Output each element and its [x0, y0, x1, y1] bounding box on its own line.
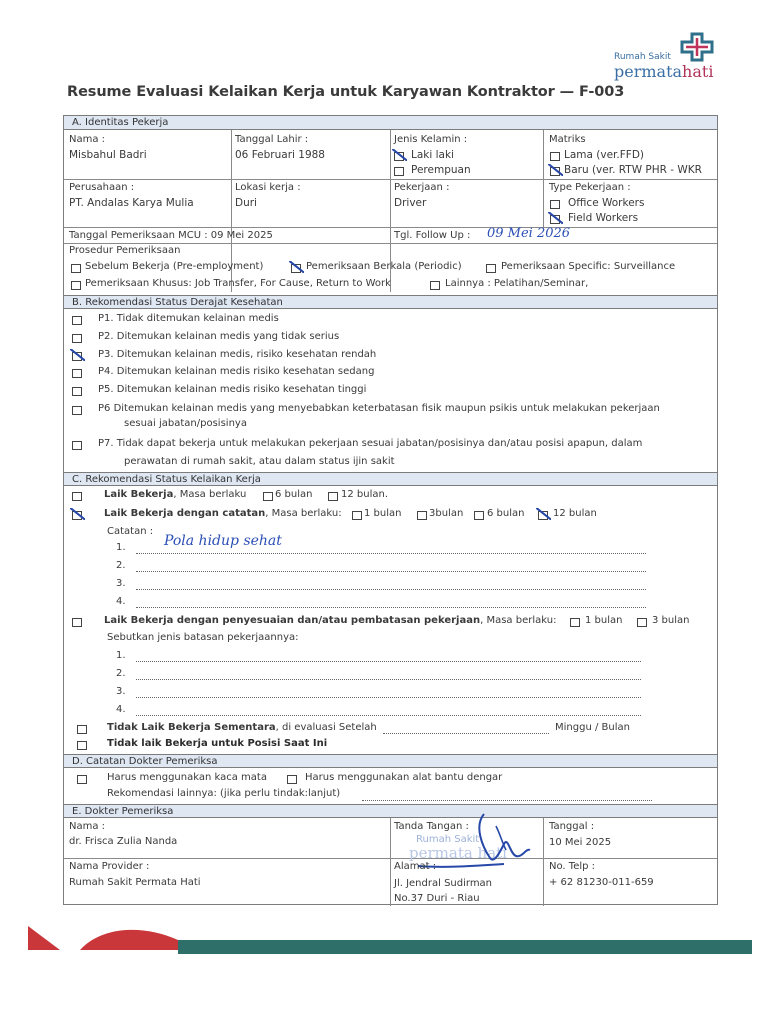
- page-title: Resume Evaluasi Kelaikan Kerja untuk Karyawan Kontraktor — F-003: [67, 84, 625, 100]
- row-divider: [64, 243, 717, 244]
- logo-name: permatahati: [614, 62, 714, 81]
- cat-6bulan-label: 6 bulan: [487, 508, 525, 519]
- divider: [390, 818, 391, 906]
- p7-label-cont: perawatan di rumah sakit, atau dalam status ijin sakit: [124, 456, 395, 467]
- p3-label: P3. Ditemukan kelainan medis, risiko kesehatan rendah: [98, 349, 377, 360]
- pb-3bulan-checkbox[interactable]: [637, 618, 647, 627]
- tidak-posisi-checkbox[interactable]: [77, 741, 87, 750]
- cat-1bulan-checkbox[interactable]: [352, 511, 362, 520]
- footer-decoration: [0, 918, 768, 963]
- laik-12bulan-label: 12 bulan.: [341, 489, 389, 500]
- p6-label: P6 Ditemukan kelainan medis yang menyebabkan keterbatasan fisik maupun psikis untuk melakukan pekerjaan: [98, 403, 660, 414]
- laik-checkbox[interactable]: [72, 492, 82, 501]
- evaluasi-line: [383, 724, 549, 734]
- tidak-sementara-label: Tidak Laik Bekerja Sementara, di evaluasi Setelah: [107, 722, 377, 733]
- p6-label-cont: sesuai jabatan/posisinya: [124, 418, 247, 429]
- lokasi-label: Lokasi kerja :: [235, 182, 301, 193]
- cat-12bulan-checkbox[interactable]: [538, 511, 548, 520]
- pekerjaan-label: Pekerjaan :: [394, 182, 450, 193]
- perusahaan-value: PT. Andalas Karya Mulia: [69, 197, 194, 209]
- note-line-2: [136, 562, 646, 572]
- ttd-label: Tanda Tangan :: [394, 821, 469, 832]
- alamat-line-1: Jl. Jendral Sudirman: [394, 878, 493, 889]
- telp-label: No. Telp :: [549, 861, 596, 872]
- lainnya-checkbox[interactable]: [430, 281, 440, 290]
- laik-catatan-label: Laik Bekerja dengan catatan, Masa berlaku:: [104, 508, 342, 519]
- tanggal-value: 10 Mei 2025: [549, 837, 612, 848]
- prosedur-label: Prosedur Pemeriksaan: [69, 245, 181, 256]
- section-a-header: A. Identitas Pekerja: [64, 116, 717, 130]
- section-b-header: B. Rekomendasi Status Derajat Kesehatan: [64, 295, 717, 309]
- form: [63, 115, 718, 905]
- row-divider: [64, 858, 717, 859]
- pre-employment-checkbox[interactable]: [71, 264, 81, 273]
- limit-num-1: 1.: [116, 650, 126, 661]
- nama-value: Misbahul Badri: [69, 149, 147, 161]
- cat-3bulan-label: 3bulan: [429, 508, 464, 519]
- tgl-mcu: Tanggal Pemeriksaan MCU : 09 Mei 2025: [69, 230, 273, 241]
- note-line-3: [136, 580, 646, 590]
- rekomendasi-line: [362, 791, 652, 801]
- minggu-label: Minggu / Bulan: [555, 722, 630, 733]
- laik-6bulan-label: 6 bulan: [275, 489, 313, 500]
- nama-label: Nama :: [69, 134, 106, 145]
- note-num-4: 4.: [116, 596, 126, 607]
- cat-12bulan-label: 12 bulan: [553, 508, 597, 519]
- laik-label: Laik Bekerja, Masa berlaku: [104, 489, 247, 500]
- cross-logo-icon: [680, 32, 714, 62]
- perempuan-label: Perempuan: [411, 164, 471, 176]
- kaca-mata-label: Harus menggunakan kaca mata: [107, 772, 267, 783]
- followup-label: Tgl. Follow Up :: [394, 230, 471, 241]
- laik-6bulan-checkbox[interactable]: [263, 492, 273, 501]
- baru-label: Baru (ver. RTW PHR - WKR: [564, 164, 702, 176]
- tanggal-label: Tanggal :: [549, 821, 595, 832]
- field-label: Field Workers: [568, 212, 639, 224]
- p1-label: P1. Tidak ditemukan kelainan medis: [98, 313, 279, 324]
- hospital-logo: [600, 30, 730, 80]
- p5-label: P5. Ditemukan kelainan medis risiko kesehatan tinggi: [98, 384, 367, 395]
- pb-1bulan-checkbox[interactable]: [570, 618, 580, 627]
- limit-line-4: [136, 706, 641, 716]
- alat-bantu-checkbox[interactable]: [287, 775, 297, 784]
- office-checkbox[interactable]: [550, 200, 560, 209]
- baru-checkbox[interactable]: [550, 167, 560, 176]
- pb-1bulan-label: 1 bulan: [585, 615, 623, 626]
- telp-value: + 62 81230-011-659: [549, 877, 654, 888]
- alat-bantu-label: Harus menggunakan alat bantu dengar: [305, 772, 503, 783]
- divider: [390, 228, 391, 244]
- limit-num-2: 2.: [116, 668, 126, 679]
- lainnya-label: Lainnya : Pelatihan/Seminar,: [445, 278, 589, 289]
- p2-label: P2. Ditemukan kelainan medis yang tidak serius: [98, 331, 340, 342]
- p5-checkbox[interactable]: [72, 387, 82, 396]
- limit-num-3: 3.: [116, 686, 126, 697]
- note-handwritten: Pola hidup sehat: [164, 533, 282, 549]
- tidak-sementara-checkbox[interactable]: [77, 725, 87, 734]
- limit-num-4: 4.: [116, 704, 126, 715]
- field-checkbox[interactable]: [550, 215, 560, 224]
- kaca-mata-checkbox[interactable]: [77, 775, 87, 784]
- note-num-3: 3.: [116, 578, 126, 589]
- periodic-checkbox[interactable]: [291, 264, 301, 273]
- jenis-kelamin-label: Jenis Kelamin :: [394, 134, 468, 145]
- pb-3bulan-label: 3 bulan: [652, 615, 690, 626]
- p2-checkbox[interactable]: [72, 334, 82, 343]
- stamp-text-1: Rumah Sakit: [416, 834, 480, 845]
- note-num-2: 2.: [116, 560, 126, 571]
- lama-label: Lama (ver.FFD): [564, 149, 645, 161]
- limit-line-1: [136, 652, 641, 662]
- pre-employment-label: Sebelum Bekerja (Pre-employment): [85, 261, 264, 272]
- perempuan-checkbox[interactable]: [394, 167, 404, 176]
- p6-checkbox[interactable]: [72, 406, 82, 415]
- section-d-header: D. Catatan Dokter Pemeriksa: [64, 754, 717, 768]
- pekerjaan-value: Driver: [394, 197, 427, 209]
- logo-small-text: Rumah Sakit: [614, 52, 671, 62]
- limit-line-2: [136, 670, 641, 680]
- office-label: Office Workers: [568, 197, 645, 209]
- tidak-posisi-label: Tidak laik Bekerja untuk Posisi Saat Ini: [107, 738, 328, 749]
- cat-6bulan-checkbox[interactable]: [474, 511, 484, 520]
- laik-catatan-checkbox[interactable]: [72, 511, 82, 520]
- alamat-line-2: No.37 Duri - Riau: [394, 893, 480, 904]
- sebutkan-label: Sebutkan jenis batasan pekerjaannya:: [107, 632, 299, 643]
- matriks-label: Matriks: [549, 134, 586, 145]
- laki-checkbox[interactable]: [394, 152, 404, 161]
- note-line-4: [136, 598, 646, 608]
- catatan-label: Catatan :: [107, 526, 154, 537]
- p7-checkbox[interactable]: [72, 441, 82, 450]
- section-e-header: E. Dokter Pemeriksa: [64, 804, 717, 818]
- specific-label: Pemeriksaan Specific: Surveillance: [501, 261, 676, 272]
- khusus-checkbox[interactable]: [71, 281, 81, 290]
- p3-checkbox[interactable]: [72, 352, 82, 361]
- stamp-text-2: permata hati: [409, 844, 507, 862]
- rekomendasi-label: Rekomendasi lainnya: (jika perlu tindak:lanjut): [107, 788, 341, 799]
- periodic-label: Pemeriksaan Berkala (Periodic): [306, 261, 462, 272]
- dokter-nama-label: Nama :: [69, 821, 106, 832]
- p1-checkbox[interactable]: [72, 316, 82, 325]
- cat-3bulan-checkbox[interactable]: [417, 511, 427, 520]
- note-num-1: 1.: [116, 542, 126, 553]
- row-divider: [64, 227, 717, 228]
- p4-label: P4. Ditemukan kelainan medis risiko kesehatan sedang: [98, 366, 375, 377]
- laki-label: Laki laki: [411, 149, 454, 161]
- cat-1bulan-label: 1 bulan: [364, 508, 402, 519]
- type-pekerjaan-label: Type Pekerjaan :: [549, 182, 631, 193]
- perusahaan-label: Perusahaan :: [69, 182, 135, 193]
- lama-checkbox[interactable]: [550, 152, 560, 161]
- tgl-lahir-label: Tanggal Lahir :: [235, 134, 309, 145]
- penyesuaian-checkbox[interactable]: [72, 618, 82, 627]
- laik-12bulan-checkbox[interactable]: [328, 492, 338, 501]
- provider-label: Nama Provider :: [69, 861, 150, 872]
- row-divider: [64, 179, 717, 180]
- provider-value: Rumah Sakit Permata Hati: [69, 877, 201, 888]
- specific-checkbox[interactable]: [486, 264, 496, 273]
- alamat-label: Alamat :: [394, 861, 437, 872]
- dokter-nama-value: dr. Frisca Zulia Nanda: [69, 836, 178, 847]
- followup-handwritten: 09 Mei 2026: [487, 226, 571, 241]
- lokasi-value: Duri: [235, 197, 257, 209]
- tgl-lahir-value: 06 Februari 1988: [235, 149, 325, 161]
- p4-checkbox[interactable]: [72, 369, 82, 378]
- limit-line-3: [136, 688, 641, 698]
- section-c-header: C. Rekomendasi Status Kelaikan Kerja: [64, 472, 717, 486]
- penyesuaian-label: Laik Bekerja dengan penyesuaian dan/atau pembatasan pekerjaan, Masa berlaku:: [104, 615, 557, 626]
- khusus-label: Pemeriksaan Khusus: Job Transfer, For Cause, Return to Work: [85, 278, 391, 289]
- p7-label: P7. Tidak dapat bekerja untuk melakukan pekerjaan sesuai jabatan/posisinya dan/atau posisi apapun, dalam: [98, 438, 643, 449]
